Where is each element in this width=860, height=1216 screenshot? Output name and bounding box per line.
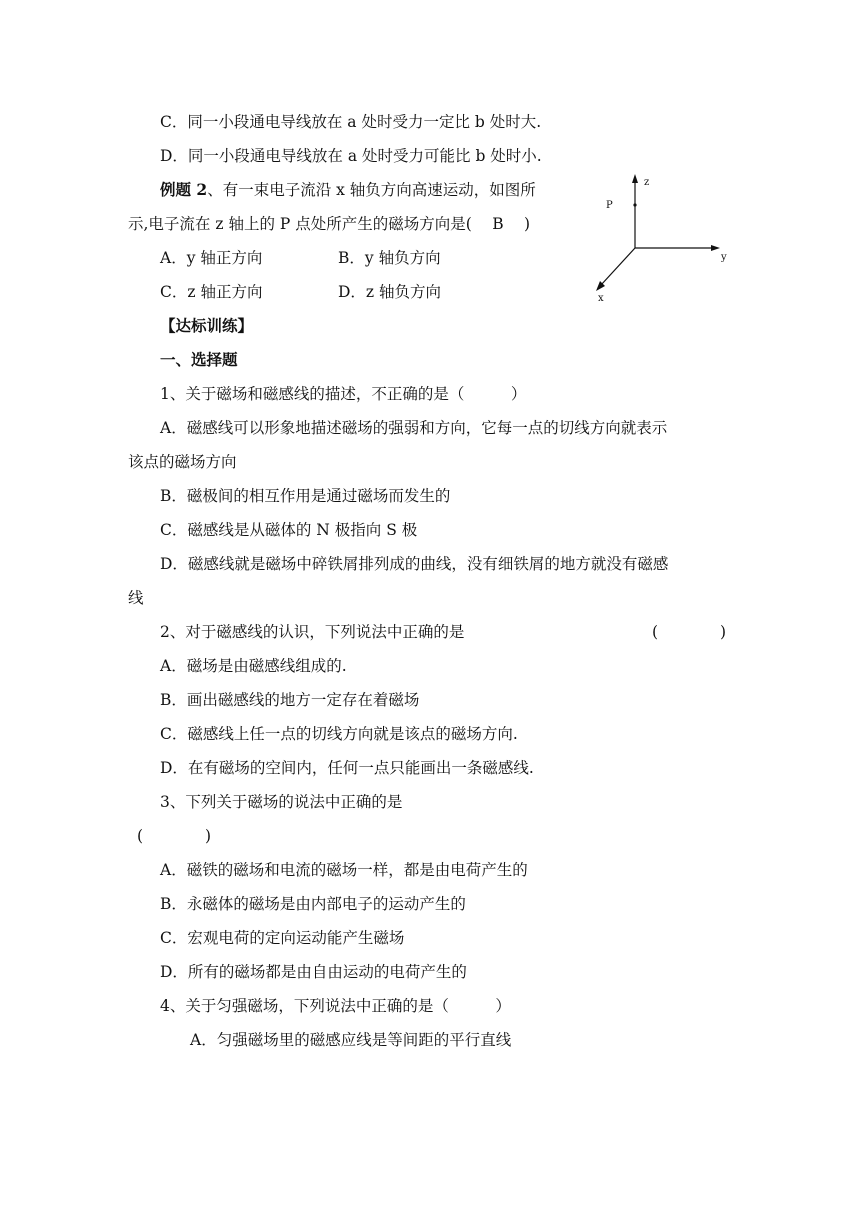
question3-answer-blank: ( ) (137, 827, 212, 845)
y-axis-label: y (721, 252, 727, 263)
example1-option-c: C．同一小段通电导线放在 a 处时受力一定比 b 处时大. (160, 113, 542, 131)
example2-label: 例题 2 (160, 180, 208, 199)
question1-option-a-line2: 该点的磁场方向 (128, 453, 237, 471)
example2-option-c: C．z 轴正方向 (160, 283, 263, 301)
z-axis-arrowhead (632, 174, 638, 183)
question2-answer-blank: ( ) (652, 623, 727, 641)
question1-option-c: C．磁感线是从磁体的 N 极指向 S 极 (160, 521, 418, 539)
point-p (633, 203, 636, 206)
example2-option-a: A．y 轴正方向 (160, 249, 263, 267)
question3-option-b: B．永磁体的磁场是由内部电子的运动产生的 (160, 895, 466, 913)
x-axis-label: x (598, 293, 604, 304)
question2-option-a: A．磁场是由磁感线组成的. (160, 657, 347, 675)
question1-option-d-line1: D．磁感线就是磁场中碎铁屑排列成的曲线，没有细铁屑的地方就没有磁感 (160, 555, 669, 573)
question4-stem: 4、关于匀强磁场，下列说法中正确的是（ ） (160, 997, 511, 1015)
question1-option-b: B．磁极间的相互作用是通过磁场而发生的 (160, 487, 451, 505)
question2-option-c: C．磁感线上任一点的切线方向就是该点的磁场方向. (160, 725, 518, 743)
p-point-label: P (606, 200, 613, 211)
example2-question-line2: 示,电子流在 z 轴上的 P 点处所产生的磁场方向是( B ) (128, 215, 531, 233)
example2-option-d: D．z 轴负方向 (338, 283, 442, 301)
subsection-title: 一、选择题 (160, 350, 238, 369)
example2-question-line1 (160, 180, 536, 200)
example2-question-text: 、有一束电子流沿 x 轴负方向高速运动，如图所 (207, 181, 536, 199)
question3-option-a: A．磁铁的磁场和电流的磁场一样，都是由电荷产生的 (160, 861, 528, 879)
section-title: 【达标训练】 (160, 316, 254, 335)
question1-option-d-line2: 线 (128, 589, 144, 607)
example2-option-b: B．y 轴负方向 (338, 249, 441, 267)
question3-option-c: C．宏观电荷的定向运动能产生磁场 (160, 929, 405, 947)
question3-stem: 3、下列关于磁场的说法中正确的是 (160, 793, 403, 811)
coordinate-axes-diagram (590, 170, 740, 310)
question1-stem: 1、关于磁场和磁感线的描述，不正确的是（ ） (160, 385, 527, 403)
question2-option-d: D．在有磁场的空间内，任何一点只能画出一条磁感线. (160, 759, 534, 777)
x-axis (601, 248, 635, 285)
y-axis-arrowhead (711, 245, 720, 251)
question2-stem: 2、对于磁感线的认识，下列说法中正确的是 (160, 623, 465, 641)
question4-option-a: A．匀强磁场里的磁感应线是等间距的平行直线 (190, 1031, 512, 1049)
question1-option-a-line1: A．磁感线可以形象地描述磁场的强弱和方向，它每一点的切线方向就表示 (160, 419, 668, 437)
example1-option-d: D．同一小段通电导线放在 a 处时受力可能比 b 处时小. (160, 147, 542, 165)
question2-option-b: B．画出磁感线的地方一定存在着磁场 (160, 691, 420, 709)
question3-option-d: D．所有的磁场都是由自由运动的电荷产生的 (160, 963, 467, 981)
z-axis-label: z (644, 177, 650, 188)
